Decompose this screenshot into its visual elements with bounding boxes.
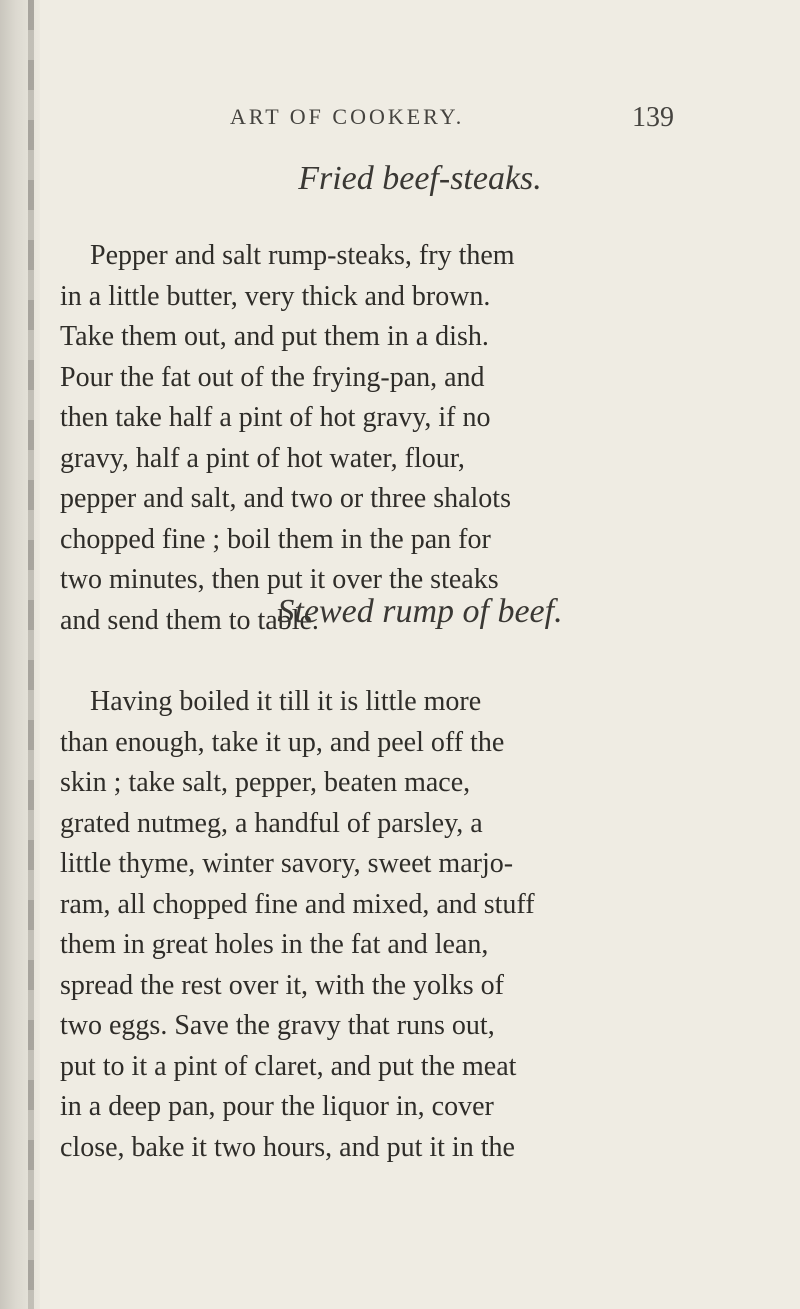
text-line: Pepper and salt rump-steaks, fry them — [90, 240, 515, 271]
text-line: in a little butter, very thick and brown. — [60, 280, 491, 312]
running-title: ART OF COOKERY. — [230, 104, 465, 129]
section-heading-stewed-rump-of-beef: Stewed rump of beef. — [277, 593, 563, 630]
text-line: close, bake it two hours, and put it in the — [60, 1131, 515, 1163]
text-line: grated nutmeg, a handful of parsley, a — [60, 807, 483, 839]
text-line: chopped fine ; boil them in the pan for — [60, 523, 491, 555]
text-line: than enough, take it up, and peel off the — [60, 726, 505, 758]
text-line: Having boiled it till it is little more — [90, 686, 482, 717]
text-line: and send them to table. — [60, 604, 319, 636]
book-page — [60, 0, 760, 1309]
text-line: put to it a pint of claret, and put the meat — [60, 1050, 517, 1082]
text-line: pepper and salt, and two or three shalots — [60, 483, 511, 514]
text-line: gravy, half a pint of hot water, flour, — [60, 442, 465, 474]
text-line: spread the rest over it, with the yolks of — [60, 969, 505, 1001]
text-line: two minutes, then put it over the steaks — [60, 564, 499, 595]
text-line: then take half a pint of hot gravy, if no — [60, 402, 491, 433]
text-line: them in great holes in the fat and lean, — [60, 929, 489, 960]
text-line: Take them out, and put them in a dish. — [60, 321, 489, 352]
text-line: skin ; take salt, pepper, beaten mace, — [60, 767, 471, 798]
text-line: Pour the fat out of the frying-pan, and — [60, 361, 485, 393]
text-line: in a deep pan, pour the liquor in, cover — [60, 1091, 494, 1122]
paragraph-stewed-rump-of-beef — [60, 682, 760, 1168]
page-number: 139 — [632, 102, 674, 133]
book-binding — [0, 0, 40, 1309]
text-line: ram, all chopped fine and mixed, and stuff — [60, 888, 535, 920]
text-line: little thyme, winter savory, sweet marjo- — [60, 848, 514, 879]
text-line: two eggs. Save the gravy that runs out, — [60, 1010, 495, 1041]
binding-edge — [28, 0, 34, 1309]
section-heading-fried-beef-steaks: Fried beef-steaks. — [298, 160, 542, 197]
paragraph-fried-beef-steaks — [60, 236, 760, 641]
